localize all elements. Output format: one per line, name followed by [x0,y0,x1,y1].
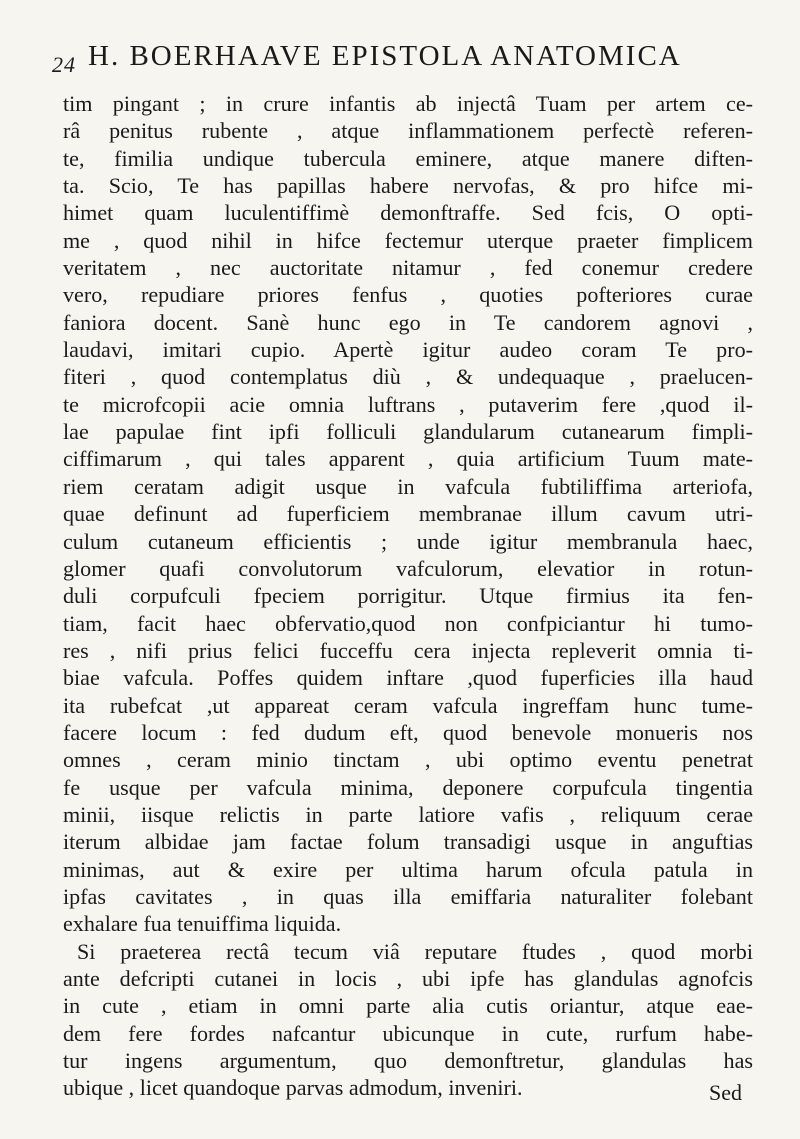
text-line: riem ceratam adigit usque in vafcula fubtiliffima arteriofa, [63,473,753,499]
text-line: ita rubefcat ,ut appareat ceram vafcula ingreffam hunc tume- [63,692,753,718]
text-line: res , nifi prius felici fucceffu cera injecta repleverit omnia ti- [63,637,753,663]
text-line: facere locum : fed dudum eft, quod benevole monueris nos [63,719,753,745]
text-line: exhalare fua tenuiffima liquida. [63,911,342,937]
text-line: tiam, facit haec obfervatio,quod non confpiciantur hi tumo- [63,610,753,636]
text-line: Si praeterea rectâ tecum viâ reputare ftudes , quod morbi [77,938,753,964]
text-line: tim pingant ; in crure infantis ab injectâ Tuam per artem ce- [63,91,753,116]
text-line: me , quod nihil in hifce fectemur uterque praeter fimplicem [63,227,753,253]
page-number: 24 [52,52,76,77]
text-line: vero, repudiare priores fenfus , quoties pofteriores curae [63,282,753,308]
text-line: lae papulae fint ipfi folliculi glandularum cutanearum fimpli- [63,419,753,445]
text-line: ta. Scio, Te has papillas habere nervofas, & pro hifce mi- [63,173,753,199]
text-line: biae vafcula. Poffes quidem inftare ,quod fuperficies illa haud [63,665,753,691]
running-head: H. BOERHAAVE EPISTOLA ANATOMICA [88,40,682,72]
text-line: in cute , etiam in omni parte alia cutis oriantur, atque eae- [63,993,753,1019]
text-line: ipfas cavitates , in quas illa emiffaria naturaliter folebant [63,883,753,909]
text-line: duli corpufculi fpeciem porrigitur. Utque firmius ita fen- [63,583,753,609]
text-line: ubique , licet quandoque parvas admodum, inveniri. [63,1075,523,1101]
text-line: te, fimilia undique tubercula eminere, atque manere diften- [63,145,753,171]
body-text [63,90,753,1102]
text-line: ciffimarum , qui tales apparent , quia artificium Tuum mate- [63,446,753,472]
text-line: minimas, aut & exire per ultima harum ofcula patula in [63,856,753,882]
catchword: Sed [709,1080,742,1105]
page-header [40,38,760,78]
text-line: iterum albidae jam factae folum transadigi usque in anguftias [63,829,753,855]
text-line: râ penitus rubente , atque inflammationem perfectè referen- [63,118,753,144]
text-line: tur ingens argumentum, quo demonftretur, glandulas has [63,1048,753,1074]
text-line: glomer quafi convolutorum vafculorum, elevatior in rotun- [63,555,753,581]
text-line: ante defcripti cutanei in locis , ubi ipfe has glandulas agnofcis [63,966,753,991]
text-line: veritatem , nec auctoritate nitamur , fed conemur credere [63,255,753,281]
text-line: himet quam luculentiffimè demonftraffe. Sed fcis, O opti- [63,200,753,226]
text-line: quae definunt ad fuperficiem membranae illum cavum utri- [63,501,753,527]
text-line: dem fere fordes nafcantur ubicunque in cute, rurfum habe- [63,1020,753,1046]
text-line: omnes , ceram minio tinctam , ubi optimo eventu penetrat [63,747,753,773]
text-line: culum cutaneum efficientis ; unde igitur membranula haec, [63,528,753,554]
text-line: te microfcopii acie omnia luftrans , putaverim fere ,quod il- [63,391,753,417]
text-line: fe usque per vafcula minima, deponere corpufcula tingentia [63,774,753,800]
text-line: minii, iisque relictis in parte latiore vafis , reliquum cerae [63,801,753,827]
text-line: laudavi, imitari cupio. Apertè igitur audeo coram Te pro- [63,337,753,363]
text-line: faniora docent. Sanè hunc ego in Te candorem agnovi , [63,309,753,335]
text-line: fiteri , quod contemplatus diù , & undequaque , praelucen- [63,364,753,390]
